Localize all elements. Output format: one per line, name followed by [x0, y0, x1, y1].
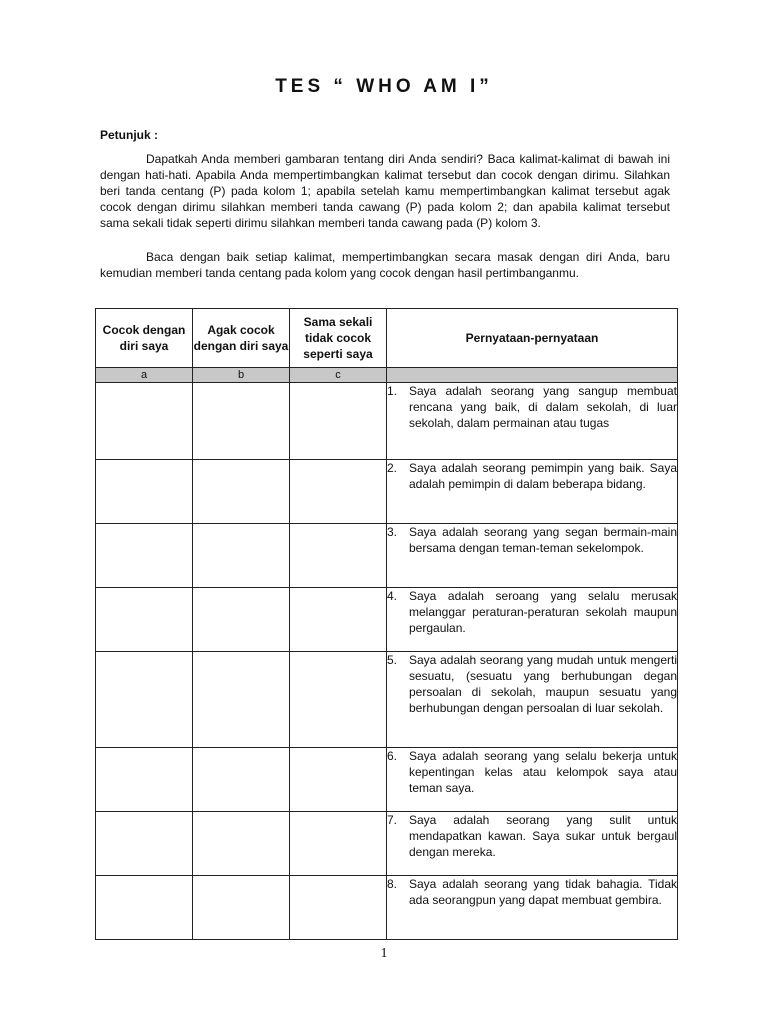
answer-cell-b[interactable]: [193, 524, 290, 588]
statement-cell: [387, 460, 678, 524]
table-row: [96, 588, 678, 652]
table-row: [96, 876, 678, 940]
statement-cell: [387, 876, 678, 940]
answer-cell-a[interactable]: [96, 652, 193, 748]
table-row: [96, 748, 678, 812]
answer-cell-a[interactable]: [96, 460, 193, 524]
column-letter-c: c: [290, 368, 387, 383]
answer-cell-b[interactable]: [193, 652, 290, 748]
answer-cell-a[interactable]: [96, 748, 193, 812]
answer-cell-c[interactable]: [290, 876, 387, 940]
statement-number: 8.: [387, 877, 398, 891]
table-row: [96, 524, 678, 588]
statement-text: Saya adalah seorang yang sangup membuat rencana yang baik, di dalam sekolah, di luar sekolah, dalam permainan atau tugas: [409, 384, 677, 430]
answer-cell-b[interactable]: [193, 383, 290, 460]
answer-cell-b[interactable]: [193, 588, 290, 652]
statement-number: 6.: [387, 749, 398, 763]
answer-cell-a[interactable]: [96, 524, 193, 588]
answer-cell-b[interactable]: [193, 876, 290, 940]
page-number: 1: [380, 946, 388, 961]
header-agak-cocok: Agak cocok dengan diri saya: [193, 309, 290, 368]
answer-cell-a[interactable]: [96, 876, 193, 940]
statement-number: 3.: [387, 525, 398, 539]
statement-cell: [387, 383, 678, 460]
statement-text: Saya adalah seorang yang mudah untuk mengerti sesuatu, (sesuatu yang berhubungan degan persoalan di sekolah, maupun sesuatu yang berhubungan dengan persoalan di luar sekolah.: [409, 653, 677, 715]
statement-text: Saya adalah seorang yang tidak bahagia. Tidak ada seorangpun yang dapat membuat gembira.: [409, 877, 677, 907]
table-row: [96, 460, 678, 524]
instructions-label: Petunjuk :: [100, 128, 159, 142]
table-row: [96, 812, 678, 876]
header-row: [96, 309, 678, 368]
statement-number: 1.: [387, 384, 398, 398]
statement-cell: [387, 588, 678, 652]
statement-text: Saya adalah seorang yang selalu bekerja untuk kepentingan kelas atau kelompok saya atau teman saya.: [409, 749, 677, 795]
column-letter-a: a: [96, 368, 193, 383]
answer-cell-b[interactable]: [193, 460, 290, 524]
table-row: [96, 383, 678, 460]
header-cocok: Cocok dengan diri saya: [96, 309, 193, 368]
answer-cell-c[interactable]: [290, 748, 387, 812]
page-title: TES “ WHO AM I”: [275, 76, 493, 97]
statement-cell: [387, 812, 678, 876]
answer-cell-a[interactable]: [96, 588, 193, 652]
answer-cell-c[interactable]: [290, 812, 387, 876]
statement-text: Saya adalah seorang yang segan bermain-main bersama dengan teman-teman sekelompok.: [409, 525, 677, 555]
header-tidak-cocok: Sama sekali tidak cocok seperti saya: [290, 309, 387, 368]
statement-text: Saya adalah seroang yang selalu merusak melanggar peraturan-peraturan sekolah maupun pergaulan.: [409, 589, 677, 635]
statement-number: 7.: [387, 813, 398, 827]
answer-cell-c[interactable]: [290, 588, 387, 652]
answer-cell-c[interactable]: [290, 460, 387, 524]
answer-cell-a[interactable]: [96, 383, 193, 460]
answer-cell-a[interactable]: [96, 812, 193, 876]
answer-cell-c[interactable]: [290, 524, 387, 588]
statement-number: 4.: [387, 589, 398, 603]
statement-text: Saya adalah seorang pemimpin yang baik. Saya adalah pemimpin di dalam beberapa bidang.: [409, 461, 677, 491]
column-letter-row: [96, 368, 678, 383]
header-pernyataan: Pernyataan-pernyataan: [387, 309, 678, 368]
statement-number: 2.: [387, 461, 398, 475]
answer-cell-c[interactable]: [290, 383, 387, 460]
statement-cell: [387, 748, 678, 812]
column-letter-blank: [387, 368, 678, 383]
instructions-paragraph-1: Dapatkah Anda memberi gambaran tentang diri Anda sendiri? Baca kalimat-kalimat di bawah ini dengan hati-hati. Apabila Anda mempertimbangkan kalimat tersebut dan cocok dengan dirimu. Silahkan beri tanda centang (P) pada kolom 1; apabila setelah kamu mempertimbangkan kalimat tersebut agak cocok dengan dirimu silahkan memberi tanda cawang (P) pada kolom 2; dan apabila kalimat tersebut sama sekali tidak seperti dirimu silahkan memberi tanda cawang pada (P) kolom 3.: [100, 152, 670, 230]
column-letter-b: b: [193, 368, 290, 383]
instructions-paragraph-2: Baca dengan baik setiap kalimat, mempertimbangkan secara masak dengan diri Anda, baru kemudian memberi tanda centang pada kolom yang cocok dengan hasil pertimbanganmu.: [100, 250, 670, 280]
statement-cell: [387, 524, 678, 588]
answer-cell-c[interactable]: [290, 652, 387, 748]
questionnaire-table: [95, 308, 678, 940]
answer-cell-b[interactable]: [193, 748, 290, 812]
statement-number: 5.: [387, 653, 398, 667]
table-row: [96, 652, 678, 748]
statement-text: Saya adalah seorang yang sulit untuk mendapatkan kawan. Saya sukar untuk bergaul dengan mereka.: [409, 813, 677, 859]
answer-cell-b[interactable]: [193, 812, 290, 876]
statement-cell: [387, 652, 678, 748]
